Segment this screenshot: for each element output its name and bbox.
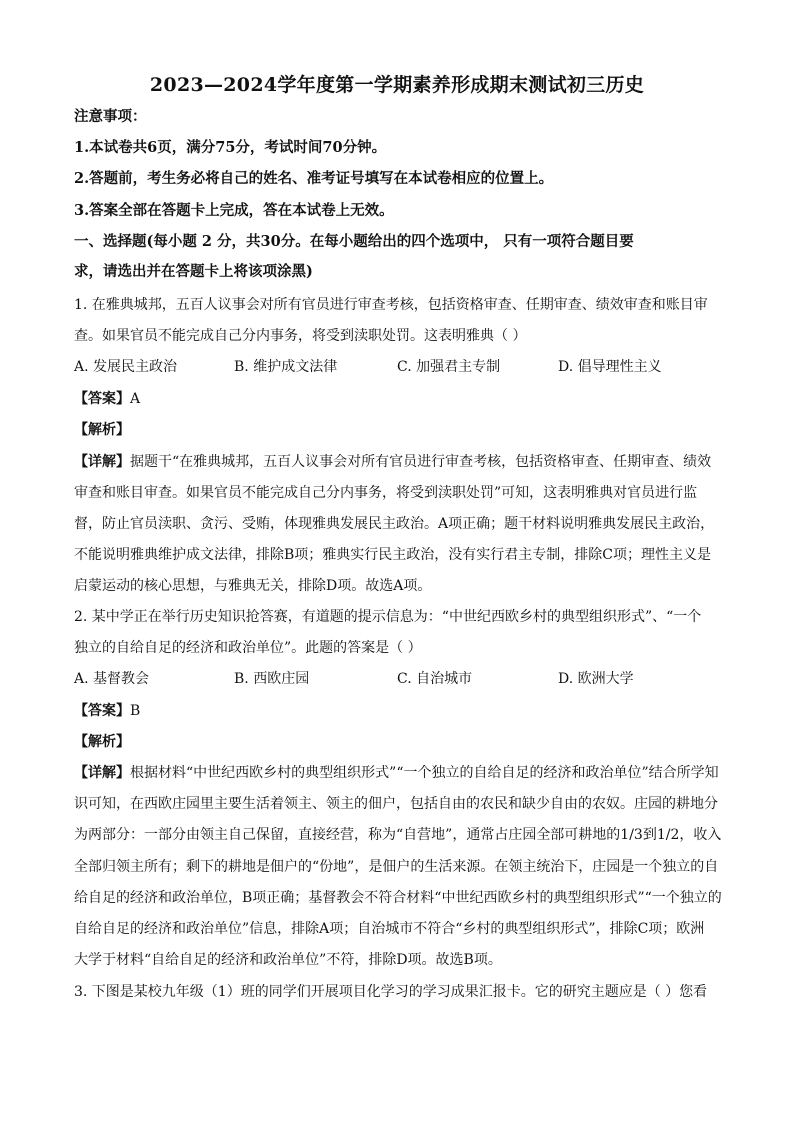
section-heading-line-2: 求，请选出并在答题卡上将该项涂黑) bbox=[74, 263, 313, 280]
q1-detail-line-5: 启蒙运动的核心思想，与雅典无关，排除D项。故选A项。 bbox=[74, 578, 432, 594]
q1-answer-tag: 【答案】 bbox=[74, 391, 130, 407]
q1-option-c: C. 加强君主专制 bbox=[397, 359, 501, 375]
q2-answer bbox=[74, 701, 140, 721]
q1-detail-line-4: 不能说明雅典维护成文法律，排除B项；雅典实行民主政治，没有实行君主专制，排除C项；理性主义是 bbox=[74, 547, 711, 563]
q2-option-d: D. 欧洲大学 bbox=[558, 671, 634, 687]
notice-item-3: 3.答案全部在答题卡上完成，答在本试卷上无效。 bbox=[74, 202, 394, 219]
section-heading-line-1: 一、选择题(每小题 2 分，共30分。在每小题给出的四个选项中， 只有一项符合题目要 bbox=[74, 233, 634, 250]
q1-stem-line-1: 1. 在雅典城邦，五百人议事会对所有官员进行审查考核，包括资格审查、任期审查、绩效审查和账目审 bbox=[74, 297, 708, 313]
q2-stem-line-1: 2. 某中学正在举行历史知识抢答赛，有道题的提示信息为：“中世纪西欧乡村的典型组织形式”、“一个 bbox=[74, 609, 702, 625]
q1-option-b: B. 维护成文法律 bbox=[234, 359, 338, 375]
page-title: 2023—2024学年度第一学期素养形成期末测试初三历史 bbox=[149, 74, 645, 96]
q1-detail-tag: 【详解】 bbox=[74, 454, 130, 470]
q2-analysis-tag: 【解析】 bbox=[74, 734, 130, 750]
q2-option-b: B. 西欧庄园 bbox=[234, 671, 310, 687]
q2-detail-line-5: 给自足的经济和政治单位，B项正确；基督教会不符合材料“中世纪西欧乡村的典型组织形式”“一个独立的 bbox=[74, 890, 722, 906]
q1-detail-line-1 bbox=[74, 452, 711, 472]
q1-option-a: A. 发展民主政治 bbox=[74, 359, 178, 375]
q2-detail-line-2: 识可知，在西欧庄园里主要生活着领主、领主的佃户，包括自由的农民和缺少自由的农奴。庄园的耕地分 bbox=[74, 796, 718, 812]
q2-stem-line-2: 独立的自给自足的经济和政治单位”。此题的答案是（ ） bbox=[74, 640, 422, 656]
q1-answer-value: A bbox=[130, 391, 141, 407]
q1-detail-line-2: 审查和账目审查。如果官员不能完成自己分内事务，将受到渎职处罚”可知，这表明雅典对官员进行监 bbox=[74, 485, 698, 501]
q2-option-a: A. 基督教会 bbox=[74, 671, 150, 687]
q2-detail-line-3: 为两部分：一部分由领主自己保留，直接经营，称为“自营地”，通常占庄园全部可耕地的1/3到1/2，收入 bbox=[74, 827, 722, 843]
q2-answer-value: B bbox=[130, 703, 141, 719]
q2-option-c: C. 自治城市 bbox=[397, 671, 473, 687]
q1-analysis-tag: 【解析】 bbox=[74, 422, 130, 438]
q3-stem-line-1: 3. 下图是某校九年级（1）班的同学们开展项目化学习的学习成果汇报卡。它的研究主题应是（ ）您看 bbox=[74, 984, 708, 1000]
q2-answer-tag: 【答案】 bbox=[74, 703, 130, 719]
q1-stem-line-2: 查。如果官员不能完成自己分内事务，将受到渎职处罚。这表明雅典（ ） bbox=[74, 328, 527, 344]
q1-option-d: D. 倡导理性主义 bbox=[558, 359, 662, 375]
q1-answer bbox=[74, 389, 140, 409]
q2-detail-line-1 bbox=[74, 763, 719, 783]
q1-detail-text-1: 据题干“在雅典城邦，五百人议事会对所有官员进行审查考核，包括资格审查、任期审查、绩效 bbox=[130, 454, 712, 470]
notice-item-2: 2.答题前，考生务必将自己的姓名、准考证号填写在本试卷相应的位置上。 bbox=[74, 170, 554, 187]
q1-detail-line-3: 督，防止官员渎职、贪污、受贿，体现雅典发展民主政治。A项正确；题干材料说明雅典发展民主政治， bbox=[74, 516, 715, 532]
q2-detail-line-7: 大学于材料“自给自足的经济和政治单位”不符，排除D项。故选B项。 bbox=[74, 952, 502, 968]
q2-detail-line-4: 全部归领主所有；剩下的耕地是佃户的“份地”，是佃户的生活来源。在领主统治下，庄园是一个独立的自 bbox=[74, 859, 719, 875]
notice-item-1: 1.本试卷共6页，满分75分，考试时间70分钟。 bbox=[74, 139, 387, 156]
q2-detail-line-6: 自给自足的经济和政治单位”信息，排除A项；自治城市不符合“乡村的典型组织形式”，排除C项；欧洲 bbox=[74, 921, 705, 937]
q2-detail-tag: 【详解】 bbox=[74, 765, 130, 781]
notice-heading: 注意事项： bbox=[74, 108, 147, 125]
q2-detail-text-1: 根据材料“中世纪西欧乡村的典型组织形式”“一个独立的自给自足的经济和政治单位”结合所学知 bbox=[130, 765, 719, 781]
